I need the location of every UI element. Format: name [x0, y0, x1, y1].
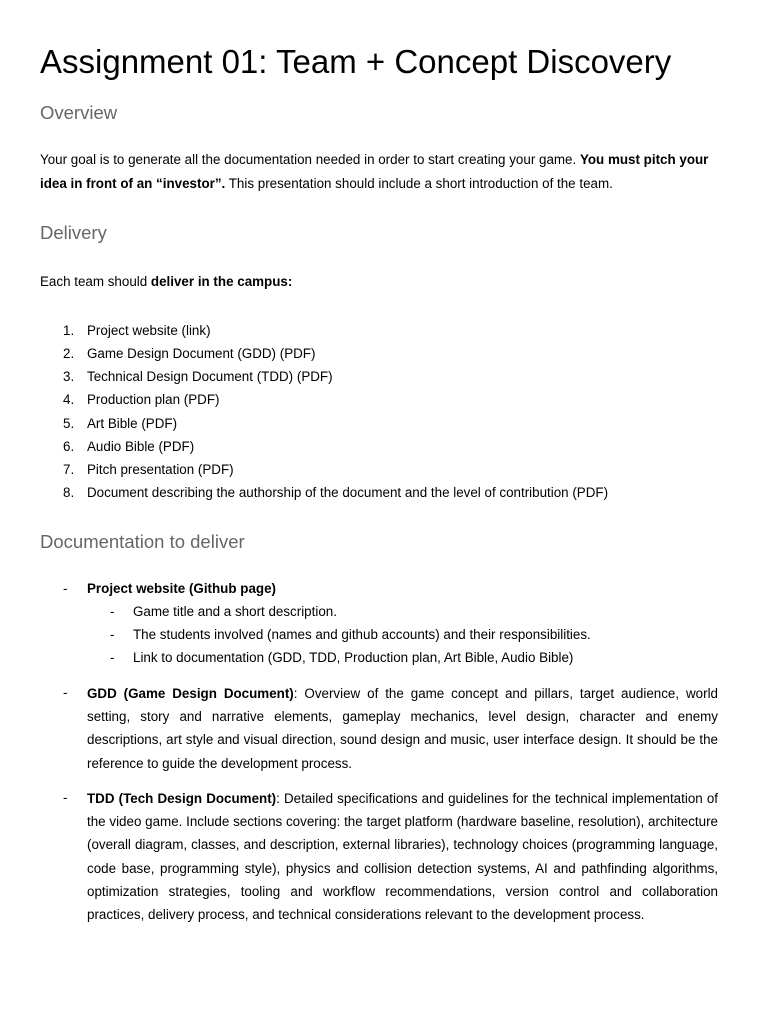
- delivery-intro: [40, 270, 730, 294]
- delivery-heading: Delivery: [40, 222, 107, 243]
- overview-paragraph: [40, 148, 730, 195]
- list-item-label: Project website (link): [87, 323, 211, 338]
- list-item-label: Art Bible (PDF): [87, 415, 178, 431]
- list-item-label: Production plan (PDF): [87, 392, 220, 408]
- list-number: 8.: [63, 484, 75, 500]
- list-item-label: Game Design Document (GDD) (PDF): [87, 346, 316, 362]
- bullet-dash: -: [63, 790, 68, 805]
- bullet-dash: -: [63, 581, 68, 596]
- delivery-intro-bold: deliver in the campus:: [150, 274, 293, 289]
- website-subitem: Game title and a short description.: [133, 604, 337, 619]
- list-number: 1.: [63, 323, 75, 338]
- list-item-label: Technical Design Document (TDD) (PDF): [87, 369, 333, 385]
- list-number: 2.: [63, 346, 75, 362]
- list-number: 3.: [63, 369, 75, 385]
- overview-text-1: Your goal is to generate all the documentation needed in order to start creating your game.: [40, 152, 580, 167]
- list-item-label: Pitch presentation (PDF): [87, 461, 234, 477]
- documentation-heading: Documentation to deliver: [40, 531, 245, 552]
- list-item-label: Document describing the authorship of the document and the level of contribution (PDF): [87, 484, 609, 500]
- website-subitem: The students involved (names and github accounts) and their responsibilities.: [133, 627, 591, 642]
- website-item-title: Project website (Github page): [87, 581, 276, 596]
- bullet-dash: -: [110, 627, 115, 642]
- overview-heading: Overview: [40, 102, 118, 123]
- bullet-dash: -: [110, 604, 115, 619]
- bullet-dash: -: [110, 650, 115, 665]
- overview-bold-text: You must pitch your idea in front of an “investor”.: [40, 152, 709, 191]
- tdd-paragraph: [87, 787, 718, 926]
- website-subitem: Link to documentation (GDD, TDD, Production plan, Art Bible, Audio Bible): [133, 650, 574, 665]
- list-number: 6.: [63, 438, 75, 454]
- delivery-intro-text: Each team should: [40, 274, 151, 289]
- bullet-dash: -: [63, 685, 68, 700]
- list-item-label: Audio Bible (PDF): [87, 438, 195, 454]
- list-number: 5.: [63, 415, 75, 431]
- tdd-title: TDD (Tech Design Document): [87, 791, 277, 806]
- overview-text-2: This presentation should include a short introduction of the team.: [225, 175, 613, 191]
- list-number: 4.: [63, 392, 75, 408]
- list-number: 7.: [63, 461, 75, 477]
- tdd-text: : Detailed specifications and guidelines for the technical implementation of the video game. Include sections covering: the target platform (hardware baseline, resolution), architecture (overall diagram, classes, and description, external libraries), technology choices (programming language, code base, programming style), physics and collision detection systems, AI and pathfinding algorithms, optimization strategies, tooling and workflow recommendations, version control and collaboration practices, delivery process, and technical considerations relevant to the development process.: [87, 791, 718, 923]
- gdd-text: : Overview of the game concept and pillars, target audience, world setting, story and narrative elements, gameplay mechanics, level design, character and enemy descriptions, art style and visual direction, sound design and music, user interface design. It should be the reference to guide the development process.: [87, 686, 718, 771]
- gdd-paragraph: [87, 682, 718, 775]
- gdd-title: GDD (Game Design Document): [87, 686, 294, 701]
- page-title: Assignment 01: Team + Concept Discovery: [40, 43, 672, 80]
